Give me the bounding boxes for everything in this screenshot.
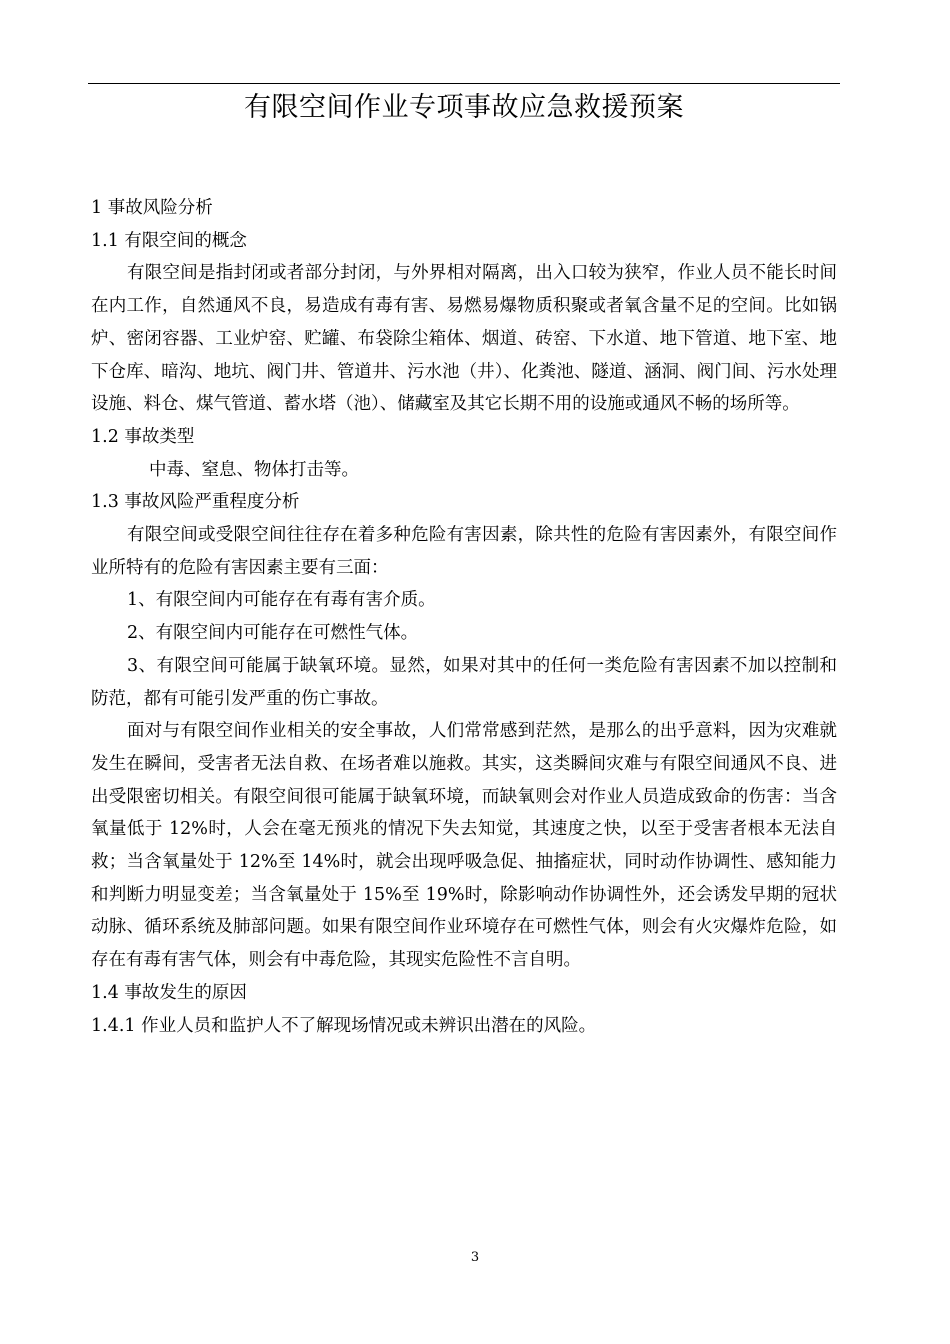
list-item-hazard-1: 1、有限空间内可能存在有毒有害介质。	[127, 590, 436, 611]
list-item-hazard-2: 2、有限空间内可能存在可燃性气体。	[127, 623, 419, 644]
section-heading-1-1: 1.1 有限空间的概念	[91, 230, 247, 251]
list-item-hazard-3: 3、有限空间可能属于缺氧环境。显然，如果对其中的任何一类危险有害因素不加以控制和防范，都有可能引发严重的伤亡事故。	[91, 655, 837, 709]
paragraph-oxygen-analysis: 面对与有限空间作业相关的安全事故，人们常常感到茫然，是那么的出乎意料，因为灾难就发生在瞬间，受害者无法自救、在场者难以施救。其实，这类瞬间灾难与有限空间通风不良、进出受限密切相关。有限空间很可能属于缺氧环境，而缺氧则会对作业人员造成致命的伤害：当含氧量低于 12%时，人会在毫无预兆的情况下失去知觉，其速度之快，以至于受害者根本无法自救；当含氧量处于 12%至 14%时，就会出现呼吸急促、抽搐症状，同时动作协调性、感知能力和判断力明显变差；当含氧量处于 15%至 19%时，除影响动作协调性外，还会诱发早期的冠状动脉、循环系统及肺部问题。如果有限空间作业环境存在可燃性气体，则会有火灾爆炸危险，如存在有毒有害气体，则会有中毒危险，其现实危险性不言自明。	[91, 721, 837, 971]
section-heading-1-4-1: 1.4.1 作业人员和监护人不了解现场情况或未辨识出潜在的风险。	[91, 1015, 597, 1036]
document-body	[91, 192, 837, 1042]
header-rule	[88, 83, 840, 84]
paragraph-accident-types: 中毒、窒息、物体打击等。	[149, 459, 359, 480]
page-number: 3	[470, 1250, 480, 1265]
section-heading-1-3: 1.3 事故风险严重程度分析	[91, 492, 300, 513]
section-heading-1: 1 事故风险分析	[91, 198, 213, 218]
paragraph-hazard-intro: 有限空间或受限空间往往存在着多种危险有害因素，除共性的危险有害因素外，有限空间作业所特有的危险有害因素主要有三面：	[91, 525, 837, 578]
section-heading-1-4: 1.4 事故发生的原因	[91, 982, 247, 1003]
section-heading-1-2: 1.2 事故类型	[91, 426, 195, 447]
document-title: 有限空间作业专项事故应急救援预案	[244, 92, 684, 123]
paragraph-confined-space-definition: 有限空间是指封闭或者部分封闭，与外界相对隔离，出入口较为狭窄，作业人员不能长时间在内工作，自然通风不良，易造成有毒有害、易燃易爆物质积聚或者氧含量不足的空间。比如锅炉、密闭容器、工业炉窑、贮罐、布袋除尘箱体、烟道、砖窑、下水道、地下管道、地下室、地下仓库、暗沟、地坑、阀门井、管道井、污水池（井）、化粪池、隧道、涵洞、阀门间、污水处理设施、料仓、煤气管道、蓄水塔（池）、储藏室及其它长期不用的设施或通风不畅的场所等。	[91, 263, 837, 415]
